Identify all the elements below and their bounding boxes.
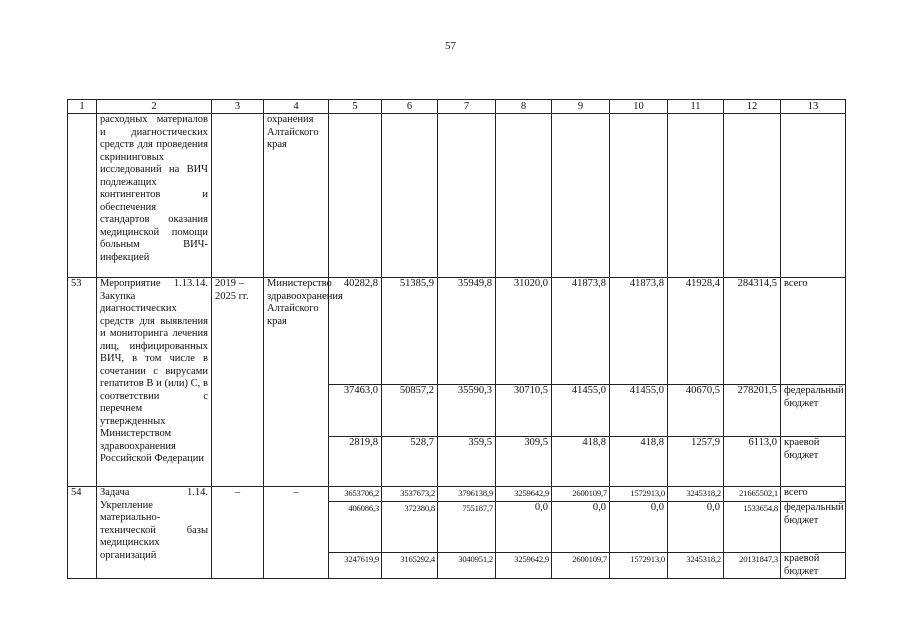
row-description: Мероприятие 1.13.14. Закупка диагностических средств для выявления и мониторинга лечения лиц, инфицированных ВИЧ, в том числе в сочетании с вирусами гепатитов B и (или) C, в соответствии с перечнем утвержденных Министерством здравоохранения Российской Федерации (97, 278, 212, 487)
table-row-54-total (68, 487, 846, 502)
header-cell: 12 (724, 100, 781, 114)
value-cell: 3040951,2 (438, 553, 496, 579)
value-cell: 35590,3 (438, 385, 496, 437)
program-table (67, 99, 846, 579)
value-cell: 2600109,7 (552, 553, 610, 579)
value-cell: 309,5 (496, 437, 552, 487)
row-period: 2019 – 2025 гг. (212, 278, 264, 487)
funding-source: краевой бюджет (781, 437, 846, 487)
row-executor: охранения Алтайского края (264, 114, 329, 278)
empty-cell (610, 114, 668, 278)
value-cell: 1572913,0 (610, 487, 668, 502)
empty-cell (438, 114, 496, 278)
header-row (68, 100, 846, 114)
header-cell: 1 (68, 100, 97, 114)
value-cell: 50857,2 (382, 385, 438, 437)
header-cell: 3 (212, 100, 264, 114)
value-cell: 35949,8 (438, 278, 496, 385)
empty-cell (668, 114, 724, 278)
value-cell: 37463,0 (329, 385, 382, 437)
value-cell: 359,5 (438, 437, 496, 487)
value-cell: 20131847,3 (724, 553, 781, 579)
header-cell: 5 (329, 100, 382, 114)
value-cell: 372380,8 (382, 502, 438, 553)
value-cell: 0,0 (610, 502, 668, 553)
funding-source: федеральный бюджет (781, 385, 846, 437)
value-cell: 418,8 (552, 437, 610, 487)
row-description: расходных материалов и диагностических средств для проведения скрининговых исследований на ВИЧ подлежащих контингентов и обеспечения стандартов оказания медицинской помощи больным ВИЧ-инфекцией (97, 114, 212, 278)
row-description: Задача 1.14. Укрепление материально-технической базы медицинских организаций (97, 487, 212, 579)
value-cell: 41873,8 (552, 278, 610, 385)
empty-cell (382, 114, 438, 278)
value-cell: 3165292,4 (382, 553, 438, 579)
table-row-53-total (68, 278, 846, 385)
value-cell: 6113,0 (724, 437, 781, 487)
header-cell: 4 (264, 100, 329, 114)
value-cell: 41455,0 (552, 385, 610, 437)
funding-source: всего (781, 487, 846, 502)
header-cell: 13 (781, 100, 846, 114)
value-cell: 0,0 (496, 502, 552, 553)
row-number (68, 114, 97, 278)
row-period: – (212, 487, 264, 579)
header-cell: 9 (552, 100, 610, 114)
value-cell: 3245318,2 (668, 487, 724, 502)
table-row-continuation (68, 114, 846, 278)
value-cell: 40282,8 (329, 278, 382, 385)
header-cell: 7 (438, 100, 496, 114)
value-cell: 3245318,2 (668, 553, 724, 579)
row-executor: Министерство здравоохранения Алтайского края (264, 278, 329, 487)
value-cell: 3247619,9 (329, 553, 382, 579)
value-cell: 3537673,2 (382, 487, 438, 502)
value-cell: 284314,5 (724, 278, 781, 385)
page-number: 57 (445, 40, 456, 52)
value-cell: 41928,4 (668, 278, 724, 385)
empty-cell (781, 114, 846, 278)
value-cell: 3259642,9 (496, 553, 552, 579)
empty-cell (329, 114, 382, 278)
value-cell: 278201,5 (724, 385, 781, 437)
value-cell: 40670,5 (668, 385, 724, 437)
empty-cell (496, 114, 552, 278)
value-cell: 0,0 (552, 502, 610, 553)
header-cell: 2 (97, 100, 212, 114)
value-cell: 2600109,7 (552, 487, 610, 502)
value-cell: 2819,8 (329, 437, 382, 487)
header-cell: 10 (610, 100, 668, 114)
empty-cell (724, 114, 781, 278)
value-cell: 41873,8 (610, 278, 668, 385)
value-cell: 1572913,0 (610, 553, 668, 579)
value-cell: 41455,0 (610, 385, 668, 437)
value-cell: 406086,3 (329, 502, 382, 553)
header-cell: 6 (382, 100, 438, 114)
value-cell: 3259642,9 (496, 487, 552, 502)
value-cell: 3796138,9 (438, 487, 496, 502)
value-cell: 418,8 (610, 437, 668, 487)
value-cell: 51385,9 (382, 278, 438, 385)
funding-source: всего (781, 278, 846, 385)
header-cell: 11 (668, 100, 724, 114)
empty-cell (552, 114, 610, 278)
row-number: 53 (68, 278, 97, 487)
row-number: 54 (68, 487, 97, 579)
value-cell: 1257,9 (668, 437, 724, 487)
header-cell: 8 (496, 100, 552, 114)
value-cell: 0,0 (668, 502, 724, 553)
value-cell: 3653706,2 (329, 487, 382, 502)
value-cell: 21665502,1 (724, 487, 781, 502)
funding-source: федеральный бюджет (781, 502, 846, 553)
value-cell: 30710,5 (496, 385, 552, 437)
value-cell: 528,7 (382, 437, 438, 487)
funding-source: краевой бюджет (781, 553, 846, 579)
value-cell: 755187,7 (438, 502, 496, 553)
row-executor: – (264, 487, 329, 579)
value-cell: 31020,0 (496, 278, 552, 385)
row-period (212, 114, 264, 278)
value-cell: 1533654,8 (724, 502, 781, 553)
